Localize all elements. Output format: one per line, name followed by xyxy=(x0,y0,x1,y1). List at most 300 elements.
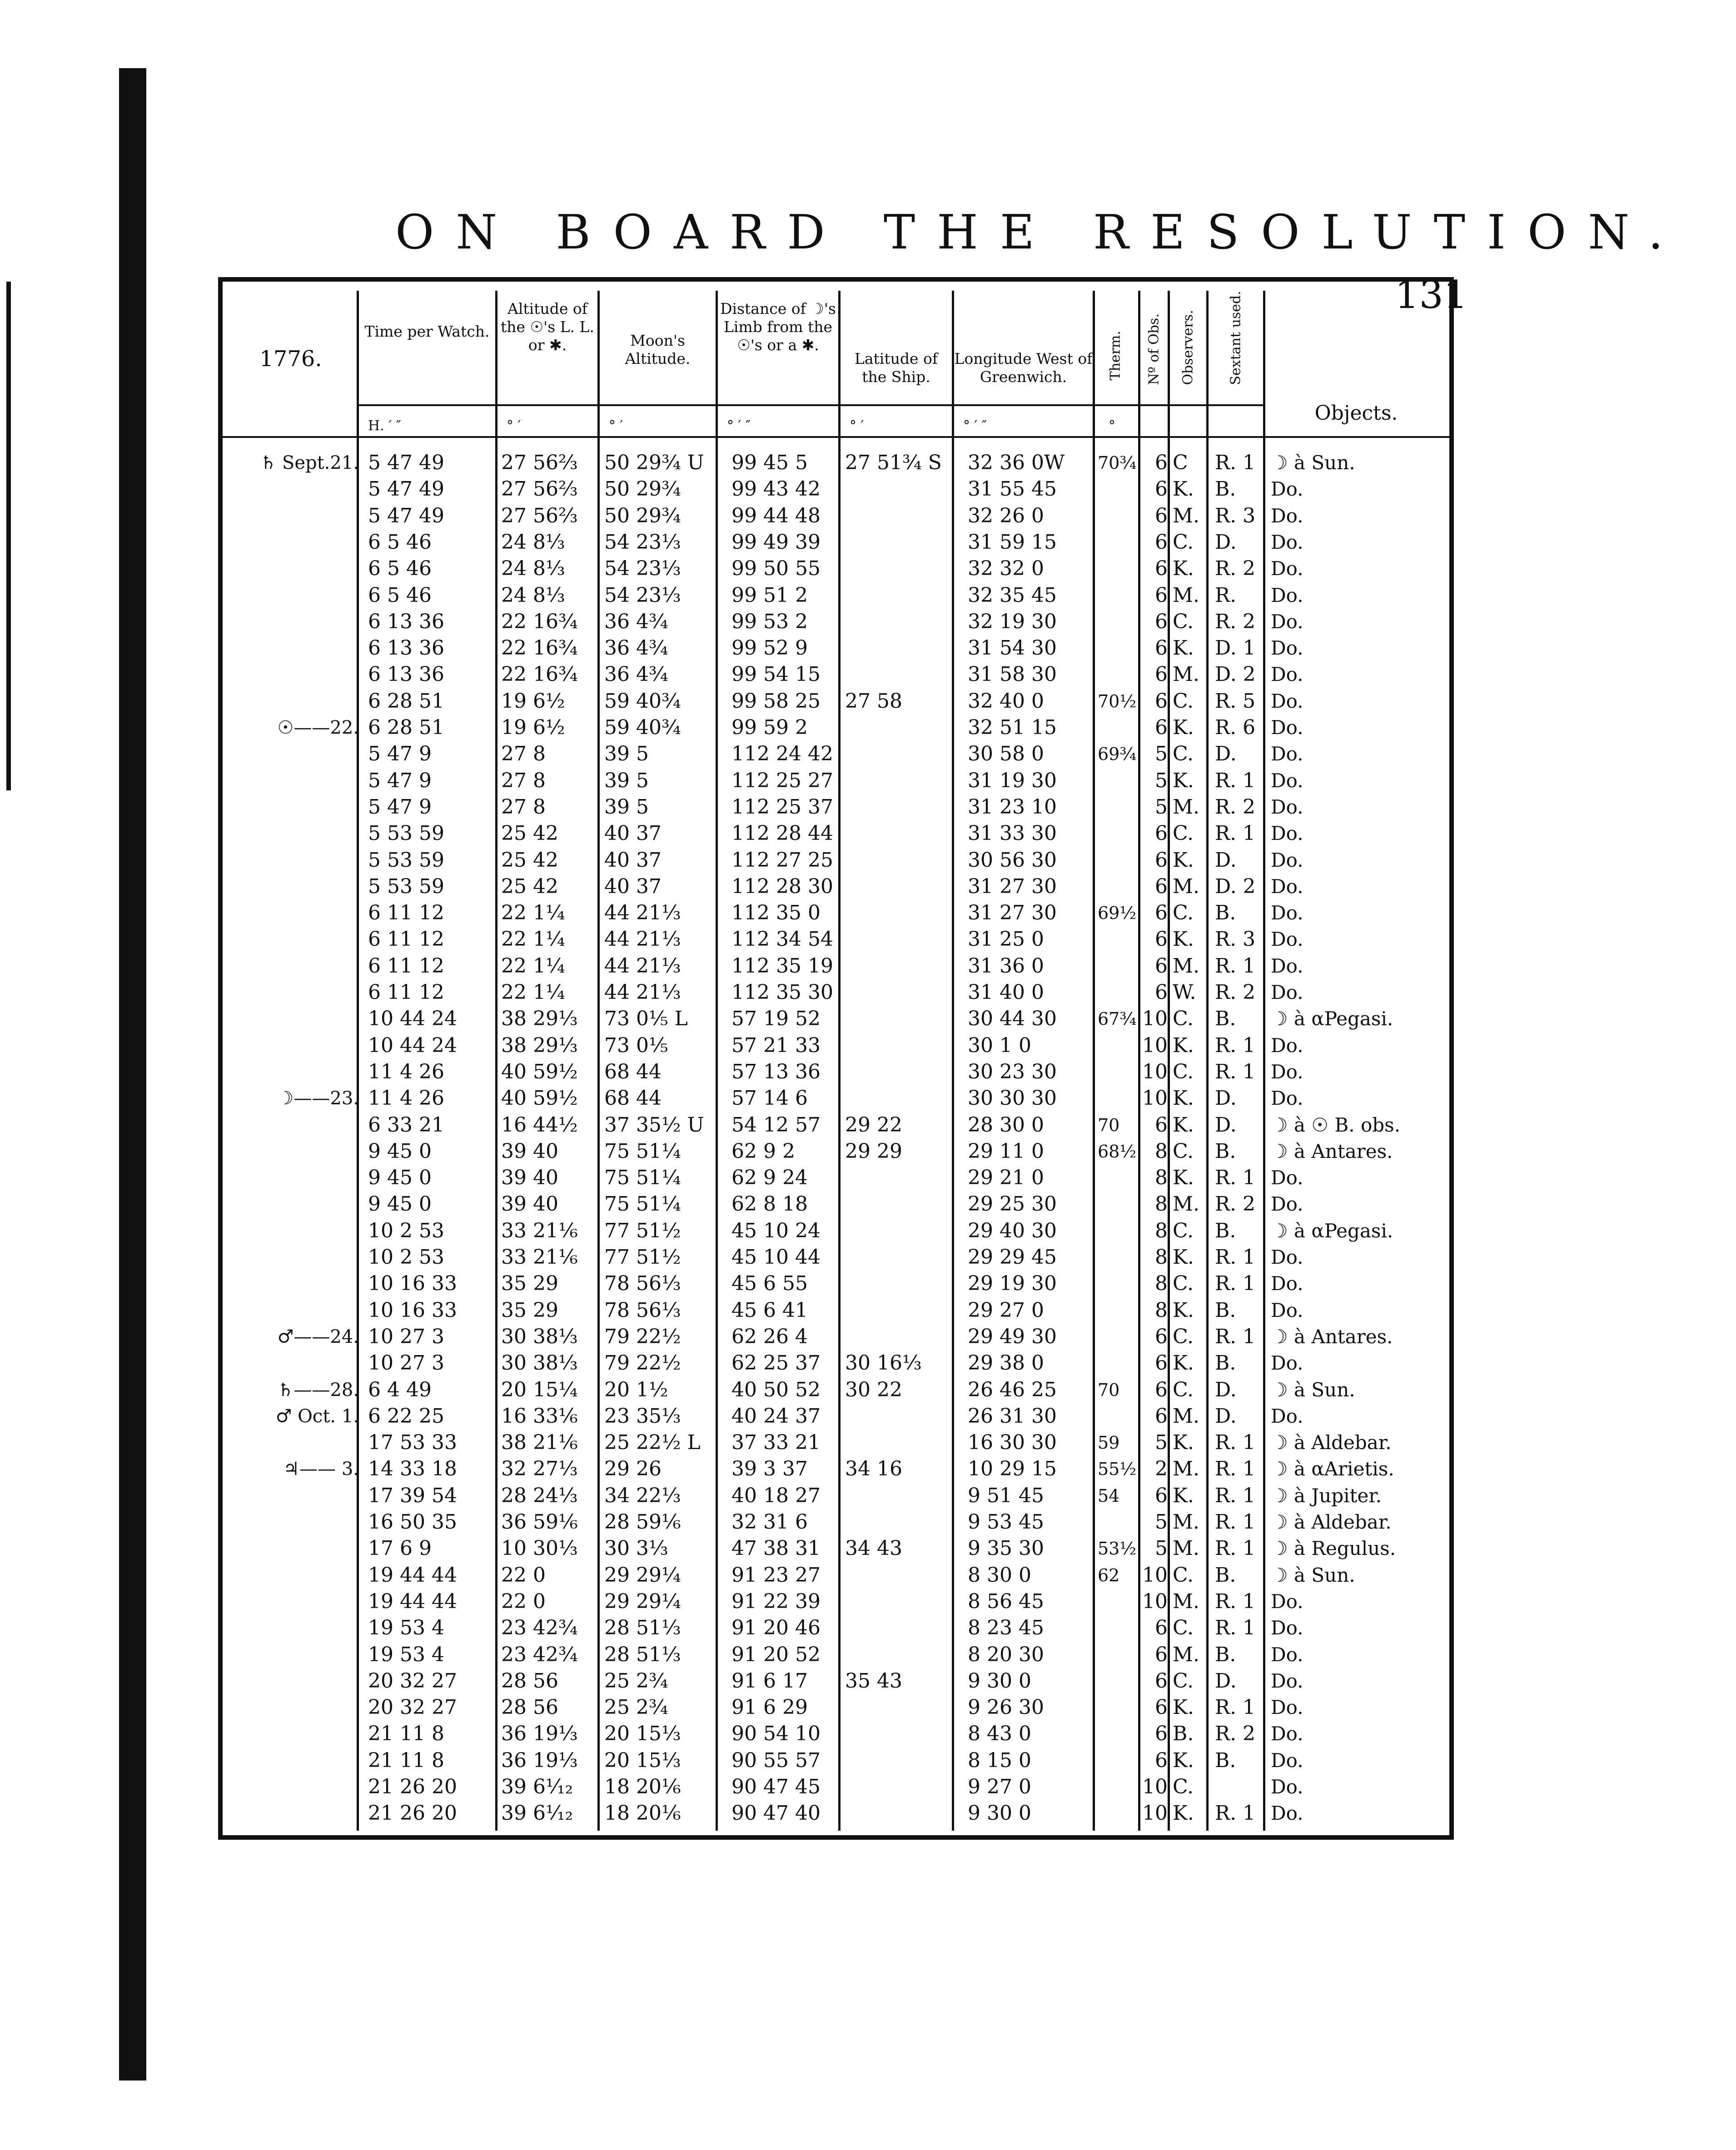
cell-obs-count: 6 xyxy=(1155,1643,1168,1666)
cell-obs-count: 6 xyxy=(1155,1378,1168,1401)
cell-obs-count: 8 xyxy=(1155,1139,1168,1163)
cell-moon-altitude: 39 5 xyxy=(604,795,649,819)
cell-sun-altitude: 33 21⅙ xyxy=(501,1219,578,1242)
cell-longitude: 31 27 30 xyxy=(968,874,1057,898)
cell-thermometer: 59 xyxy=(1098,1433,1120,1453)
cell-watch-time: 6 4 49 xyxy=(368,1378,432,1401)
cell-obs-count: 6 xyxy=(1155,636,1168,660)
cell-observer: K. xyxy=(1173,848,1194,872)
cell-object: Do. xyxy=(1271,1352,1303,1375)
cell-moon-altitude: 68 44 xyxy=(604,1087,662,1110)
cell-obs-count: 6 xyxy=(1155,1748,1168,1772)
cell-watch-time: 10 44 24 xyxy=(368,1033,457,1057)
cell-watch-time: 6 5 46 xyxy=(368,557,432,581)
cell-sextant: R. 2 xyxy=(1215,557,1256,581)
cell-sextant: R. 6 xyxy=(1215,716,1256,739)
cell-obs-count: 6 xyxy=(1155,954,1168,978)
header-latitude: Latitude of the Ship. xyxy=(854,350,938,386)
cell-object: Do. xyxy=(1271,584,1303,606)
cell-object: ☽ à αArietis. xyxy=(1271,1458,1394,1480)
cell-watch-time: 20 32 27 xyxy=(368,1696,457,1719)
cell-sun-altitude: 24 8⅓ xyxy=(501,583,565,607)
cell-longitude: 9 26 30 xyxy=(968,1696,1044,1719)
cell-sun-altitude: 28 56 xyxy=(501,1669,558,1693)
cell-object: Do. xyxy=(1271,981,1303,1003)
cell-object: ☽ à Antares. xyxy=(1271,1140,1393,1162)
cell-longitude: 30 23 30 xyxy=(968,1060,1057,1083)
header-obs-count: Nº of Obs. xyxy=(1146,313,1162,385)
cell-lunar-distance: 99 43 42 xyxy=(731,477,821,501)
cell-watch-time: 17 53 33 xyxy=(368,1431,457,1455)
cell-obs-count: 6 xyxy=(1155,716,1168,739)
unit-latitude: ° ′ xyxy=(850,418,864,434)
cell-object: Do. xyxy=(1271,716,1303,739)
cell-watch-time: 17 39 54 xyxy=(368,1484,457,1507)
cell-obs-count: 6 xyxy=(1155,1351,1168,1375)
cell-thermometer: 68½ xyxy=(1098,1141,1137,1162)
header-therm: Therm. xyxy=(1107,331,1124,381)
cell-observer: K. xyxy=(1173,636,1194,660)
cell-moon-altitude: 28 51⅓ xyxy=(604,1616,681,1640)
cell-sextant: R. xyxy=(1215,583,1237,607)
cell-thermometer: 55½ xyxy=(1098,1459,1137,1480)
cell-sextant: D. xyxy=(1215,1404,1237,1428)
cell-lunar-distance: 45 10 24 xyxy=(731,1219,821,1242)
cell-lunar-distance: 99 50 55 xyxy=(731,557,821,581)
cell-lunar-distance: 99 52 9 xyxy=(731,636,808,660)
table-row xyxy=(223,1748,1449,1774)
cell-sextant: R. 1 xyxy=(1215,1537,1256,1560)
cell-longitude: 29 11 0 xyxy=(968,1139,1044,1163)
cell-lunar-distance: 40 18 27 xyxy=(731,1484,821,1507)
cell-obs-count: 10 xyxy=(1142,1033,1168,1057)
cell-sextant: B. xyxy=(1215,1219,1236,1242)
cell-latitude: 30 16⅓ xyxy=(845,1351,922,1375)
cell-observer: C. xyxy=(1173,742,1194,766)
cell-moon-altitude: 25 2¾ xyxy=(604,1696,668,1719)
cell-sun-altitude: 22 16¾ xyxy=(501,610,578,633)
table-row xyxy=(223,1694,1449,1721)
cell-lunar-distance: 112 28 30 xyxy=(731,874,833,898)
header-moon-altitude: Moon's Altitude. xyxy=(625,332,691,367)
table-row xyxy=(223,556,1449,582)
cell-sextant: R. 1 xyxy=(1215,1272,1256,1296)
cell-object: Do. xyxy=(1271,1723,1303,1745)
cell-moon-altitude: 50 29¾ xyxy=(604,504,681,527)
cell-sun-altitude: 22 1¼ xyxy=(501,981,565,1004)
cell-moon-altitude: 23 35⅓ xyxy=(604,1404,681,1428)
cell-moon-altitude: 44 21⅓ xyxy=(604,981,681,1004)
cell-observer: M. xyxy=(1173,1192,1200,1216)
header-longitude: Longitude West of Greenwich. xyxy=(954,350,1093,386)
cell-lunar-distance: 37 33 21 xyxy=(731,1431,821,1455)
cell-date: ♃—— 3. xyxy=(283,1459,359,1480)
cell-sextant: R. 1 xyxy=(1215,954,1256,978)
cell-sextant: B. xyxy=(1215,1748,1236,1772)
cell-latitude: 35 43 xyxy=(845,1669,902,1693)
cell-sun-altitude: 24 8⅓ xyxy=(501,557,565,581)
cell-longitude: 30 30 30 xyxy=(968,1087,1057,1110)
cell-watch-time: 19 44 44 xyxy=(368,1589,457,1613)
cell-date: ♂——24. xyxy=(277,1326,359,1347)
cell-sun-altitude: 27 56⅔ xyxy=(501,451,578,474)
cell-lunar-distance: 112 35 30 xyxy=(731,981,833,1004)
cell-object: ☽ à αPegasi. xyxy=(1271,1219,1393,1242)
cell-date: ☉——22. xyxy=(277,717,359,738)
cell-object: Do. xyxy=(1271,1590,1303,1613)
cell-longitude: 8 30 0 xyxy=(968,1563,1031,1587)
cell-moon-altitude: 54 23⅓ xyxy=(604,557,681,581)
cell-sun-altitude: 22 1¼ xyxy=(501,901,565,925)
cell-sun-altitude: 40 59½ xyxy=(501,1060,578,1083)
cell-moon-altitude: 78 56⅓ xyxy=(604,1272,681,1296)
cell-sun-altitude: 20 15¼ xyxy=(501,1378,578,1401)
cell-observer: C. xyxy=(1173,1139,1194,1163)
cell-watch-time: 21 11 8 xyxy=(368,1748,444,1772)
table-row xyxy=(223,874,1449,900)
cell-obs-count: 10 xyxy=(1142,1007,1168,1031)
cell-lunar-distance: 112 28 44 xyxy=(731,822,833,845)
cell-observer: C. xyxy=(1173,901,1194,925)
cell-object: ☽ à Sun. xyxy=(1271,452,1355,474)
cell-obs-count: 5 xyxy=(1155,1431,1168,1455)
cell-obs-count: 5 xyxy=(1155,795,1168,819)
cell-observer: M. xyxy=(1173,1589,1200,1613)
cell-date: ♄ Sept.21. xyxy=(260,452,359,473)
cell-obs-count: 6 xyxy=(1155,874,1168,898)
cell-latitude: 29 29 xyxy=(845,1139,902,1163)
cell-sun-altitude: 35 29 xyxy=(501,1272,558,1296)
cell-watch-time: 10 27 3 xyxy=(368,1325,444,1348)
cell-moon-altitude: 36 4¾ xyxy=(604,636,668,660)
cell-lunar-distance: 47 38 31 xyxy=(731,1537,821,1560)
cell-watch-time: 10 27 3 xyxy=(368,1351,444,1375)
unit-sun: ° ′ xyxy=(507,418,521,434)
cell-moon-altitude: 36 4¾ xyxy=(604,663,668,686)
cell-watch-time: 5 47 9 xyxy=(368,769,432,792)
cell-watch-time: 20 32 27 xyxy=(368,1669,457,1693)
cell-longitude: 16 30 30 xyxy=(968,1431,1057,1455)
cell-obs-count: 5 xyxy=(1155,769,1168,792)
cell-object: ☽ à Antares. xyxy=(1271,1325,1393,1348)
cell-lunar-distance: 91 23 27 xyxy=(731,1563,821,1587)
table-row xyxy=(223,476,1449,502)
cell-date: ☽——23. xyxy=(277,1088,359,1109)
cell-longitude: 30 44 30 xyxy=(968,1007,1057,1031)
cell-moon-altitude: 75 51¼ xyxy=(604,1192,681,1216)
table-row xyxy=(223,847,1449,874)
cell-sun-altitude: 22 1¼ xyxy=(501,928,565,951)
table-row xyxy=(223,900,1449,926)
cell-moon-altitude: 25 22½ L xyxy=(604,1431,701,1455)
cell-lunar-distance: 91 20 46 xyxy=(731,1616,821,1640)
cell-latitude: 34 16 xyxy=(845,1457,902,1481)
cell-longitude: 31 19 30 xyxy=(968,769,1057,792)
table-row xyxy=(223,794,1449,820)
cell-object: Do. xyxy=(1271,795,1303,818)
cell-observer: K. xyxy=(1173,1113,1194,1137)
header-year: 1776. xyxy=(259,346,322,372)
cell-sun-altitude: 40 59½ xyxy=(501,1087,578,1110)
cell-obs-count: 6 xyxy=(1155,689,1168,713)
cell-watch-time: 5 47 49 xyxy=(368,504,444,527)
cell-sun-altitude: 25 42 xyxy=(501,848,558,872)
cell-lunar-distance: 99 44 48 xyxy=(731,504,821,527)
cell-object: ☽ à ☉ B. obs. xyxy=(1271,1113,1401,1136)
cell-observer: K. xyxy=(1173,1802,1194,1825)
cell-longitude: 31 58 30 xyxy=(968,663,1057,686)
cell-observer: K. xyxy=(1173,1351,1194,1375)
table-row xyxy=(223,609,1449,635)
cell-sun-altitude: 23 42¾ xyxy=(501,1643,578,1666)
cell-moon-altitude: 44 21⅓ xyxy=(604,928,681,951)
cell-observer: C. xyxy=(1173,1325,1194,1348)
cell-obs-count: 6 xyxy=(1155,1325,1168,1348)
cell-observer: M. xyxy=(1173,1404,1200,1428)
cell-object: Do. xyxy=(1271,478,1303,501)
cell-sextant: B. xyxy=(1215,1139,1236,1163)
table-row xyxy=(223,582,1449,609)
cell-longitude: 29 19 30 xyxy=(968,1272,1057,1296)
cell-observer: M. xyxy=(1173,1457,1200,1481)
cell-sun-altitude: 25 42 xyxy=(501,874,558,898)
cell-observer: M. xyxy=(1173,504,1200,527)
table-row xyxy=(223,715,1449,741)
cell-object: Do. xyxy=(1271,954,1303,977)
cell-observer: K. xyxy=(1173,557,1194,581)
cell-moon-altitude: 73 0⅕ xyxy=(604,1033,668,1057)
cell-thermometer: 53½ xyxy=(1098,1539,1137,1559)
cell-thermometer: 70 xyxy=(1098,1115,1120,1135)
cell-sun-altitude: 24 8⅓ xyxy=(501,530,565,554)
cell-sun-altitude: 39 6⅟₁₂ xyxy=(501,1775,573,1798)
cell-obs-count: 5 xyxy=(1155,1537,1168,1560)
table-row xyxy=(223,1191,1449,1217)
cell-longitude: 32 51 15 xyxy=(968,716,1057,739)
cell-longitude: 8 56 45 xyxy=(968,1589,1044,1613)
cell-obs-count: 10 xyxy=(1142,1060,1168,1083)
cell-sextant: R. 1 xyxy=(1215,1060,1256,1083)
unit-longitude: ° ′ ″ xyxy=(963,418,987,434)
cell-sun-altitude: 30 38⅓ xyxy=(501,1325,578,1348)
cell-object: Do. xyxy=(1271,1617,1303,1639)
cell-obs-count: 6 xyxy=(1155,1722,1168,1746)
cell-sextant: R. 2 xyxy=(1215,1192,1256,1216)
cell-observer: K. xyxy=(1173,769,1194,792)
table-row xyxy=(223,1297,1449,1324)
cell-latitude: 27 58 xyxy=(845,689,902,713)
cell-sun-altitude: 16 33⅙ xyxy=(501,1404,578,1428)
cell-obs-count: 2 xyxy=(1155,1457,1168,1481)
cell-watch-time: 5 53 59 xyxy=(368,822,444,845)
cell-observer: W. xyxy=(1173,981,1196,1004)
table-row xyxy=(223,1085,1449,1112)
cell-observer: M. xyxy=(1173,583,1200,607)
cell-lunar-distance: 45 6 41 xyxy=(731,1298,808,1322)
cell-observer: K. xyxy=(1173,1484,1194,1507)
cell-lunar-distance: 40 50 52 xyxy=(731,1378,821,1401)
cell-sextant: D. xyxy=(1215,742,1237,766)
table-row xyxy=(223,1403,1449,1430)
table-row xyxy=(223,1774,1449,1800)
table-row xyxy=(223,953,1449,979)
cell-sun-altitude: 30 38⅓ xyxy=(501,1351,578,1375)
cell-sun-altitude: 28 56 xyxy=(501,1696,558,1719)
cell-obs-count: 6 xyxy=(1155,1404,1168,1428)
cell-object: Do. xyxy=(1271,557,1303,580)
cell-sextant: R. 1 xyxy=(1215,1510,1256,1534)
cell-watch-time: 11 4 26 xyxy=(368,1087,444,1110)
cell-sun-altitude: 22 16¾ xyxy=(501,636,578,660)
table-row xyxy=(223,1615,1449,1641)
cell-date: ♄——28. xyxy=(277,1379,359,1400)
scan-edge-left xyxy=(119,68,146,2080)
cell-lunar-distance: 57 19 52 xyxy=(731,1007,821,1031)
cell-moon-altitude: 79 22½ xyxy=(604,1351,681,1375)
observation-table xyxy=(218,277,1454,1840)
cell-lunar-distance: 57 14 6 xyxy=(731,1087,808,1110)
cell-sun-altitude: 22 0 xyxy=(501,1589,546,1613)
cell-lunar-distance: 90 47 40 xyxy=(731,1802,821,1825)
cell-lunar-distance: 39 3 37 xyxy=(731,1457,808,1481)
cell-sextant: R. 1 xyxy=(1215,822,1256,845)
cell-sun-altitude: 19 6½ xyxy=(501,716,565,739)
cell-moon-altitude: 68 44 xyxy=(604,1060,662,1083)
cell-watch-time: 11 4 26 xyxy=(368,1060,444,1083)
table-row xyxy=(223,1721,1449,1747)
cell-sextant: R. 1 xyxy=(1215,769,1256,792)
cell-moon-altitude: 30 3⅓ xyxy=(604,1537,668,1560)
cell-watch-time: 10 16 33 xyxy=(368,1298,457,1322)
cell-obs-count: 6 xyxy=(1155,981,1168,1004)
cell-object: Do. xyxy=(1271,1643,1303,1666)
cell-obs-count: 6 xyxy=(1155,557,1168,581)
cell-watch-time: 6 28 51 xyxy=(368,689,444,713)
cell-sun-altitude: 39 40 xyxy=(501,1192,558,1216)
cell-object: Do. xyxy=(1271,1272,1303,1295)
cell-lunar-distance: 90 55 57 xyxy=(731,1748,821,1772)
cell-longitude: 31 27 30 xyxy=(968,901,1057,925)
cell-obs-count: 10 xyxy=(1142,1775,1168,1798)
table-row xyxy=(223,1535,1449,1562)
cell-watch-time: 5 47 9 xyxy=(368,795,432,819)
table-row xyxy=(223,820,1449,847)
cell-lunar-distance: 112 24 42 xyxy=(731,742,833,766)
cell-observer: K. xyxy=(1173,1696,1194,1719)
table-row xyxy=(223,1430,1449,1456)
cell-date: ♂ Oct. 1. xyxy=(275,1405,359,1427)
cell-moon-altitude: 29 29¼ xyxy=(604,1589,681,1613)
cell-obs-count: 6 xyxy=(1155,822,1168,845)
cell-observer: C. xyxy=(1173,610,1194,633)
cell-moon-altitude: 54 23⅓ xyxy=(604,583,681,607)
page-title: ON BOARD THE RESOLUTION. xyxy=(395,204,1685,260)
cell-watch-time: 19 53 4 xyxy=(368,1643,444,1666)
cell-obs-count: 8 xyxy=(1155,1166,1168,1190)
cell-lunar-distance: 32 31 6 xyxy=(731,1510,808,1534)
cell-longitude: 29 38 0 xyxy=(968,1351,1044,1375)
cell-observer: K. xyxy=(1173,1033,1194,1057)
cell-longitude: 9 30 0 xyxy=(968,1802,1031,1825)
cell-sextant: R. 2 xyxy=(1215,1722,1256,1746)
cell-obs-count: 6 xyxy=(1155,901,1168,925)
cell-observer: K. xyxy=(1173,1748,1194,1772)
cell-lunar-distance: 45 6 55 xyxy=(731,1272,808,1296)
cell-observer: C. xyxy=(1173,1060,1194,1083)
cell-lunar-distance: 90 54 10 xyxy=(731,1722,821,1746)
cell-moon-altitude: 20 15⅓ xyxy=(604,1748,681,1772)
cell-obs-count: 10 xyxy=(1142,1802,1168,1825)
cell-lunar-distance: 112 25 27 xyxy=(731,769,833,792)
cell-object: Do. xyxy=(1271,1193,1303,1216)
cell-object: Do. xyxy=(1271,1087,1303,1110)
table-row xyxy=(223,979,1449,1006)
cell-obs-count: 8 xyxy=(1155,1246,1168,1269)
cell-watch-time: 10 2 53 xyxy=(368,1246,444,1269)
cell-longitude: 31 40 0 xyxy=(968,981,1044,1004)
cell-lunar-distance: 62 9 24 xyxy=(731,1166,808,1190)
cell-sextant: B. xyxy=(1215,1351,1236,1375)
cell-sun-altitude: 38 29⅓ xyxy=(501,1007,578,1031)
cell-object: Do. xyxy=(1271,1669,1303,1692)
cell-lunar-distance: 112 35 19 xyxy=(731,954,833,978)
cell-obs-count: 6 xyxy=(1155,1616,1168,1640)
table-row xyxy=(223,635,1449,661)
header-distance: Distance of ☽'s Limb from the ☉'s or a ✱. xyxy=(720,300,836,354)
cell-sextant: D. xyxy=(1215,1113,1237,1137)
cell-moon-altitude: 29 29¼ xyxy=(604,1563,681,1587)
cell-thermometer: 67¾ xyxy=(1098,1009,1137,1029)
cell-thermometer: 54 xyxy=(1098,1485,1120,1506)
cell-lunar-distance: 99 58 25 xyxy=(731,689,821,713)
cell-sun-altitude: 39 6⅟₁₂ xyxy=(501,1802,573,1825)
cell-lunar-distance: 45 10 44 xyxy=(731,1246,821,1269)
cell-sextant: R. 1 xyxy=(1215,451,1256,474)
cell-observer: K. xyxy=(1173,1246,1194,1269)
cell-object: Do. xyxy=(1271,1299,1303,1321)
cell-watch-time: 21 26 20 xyxy=(368,1775,457,1798)
cell-sun-altitude: 36 19⅓ xyxy=(501,1722,578,1746)
table-row xyxy=(223,1509,1449,1535)
cell-lunar-distance: 40 24 37 xyxy=(731,1404,821,1428)
cell-sun-altitude: 39 40 xyxy=(501,1139,558,1163)
cell-sun-altitude: 27 56⅔ xyxy=(501,477,578,501)
cell-sun-altitude: 25 42 xyxy=(501,822,558,845)
cell-object: ☽ à Jupiter. xyxy=(1271,1484,1382,1507)
cell-observer: B. xyxy=(1173,1722,1194,1746)
cell-observer: C xyxy=(1173,451,1188,474)
cell-lunar-distance: 99 54 15 xyxy=(731,663,821,686)
table-row xyxy=(223,926,1449,953)
cell-sextant: B. xyxy=(1215,1007,1236,1031)
table-row xyxy=(223,1589,1449,1615)
cell-sun-altitude: 39 40 xyxy=(501,1166,558,1190)
cell-sun-altitude: 19 6½ xyxy=(501,689,565,713)
table-row xyxy=(223,450,1449,476)
cell-watch-time: 5 53 59 xyxy=(368,848,444,872)
cell-observer: K. xyxy=(1173,716,1194,739)
cell-object: Do. xyxy=(1271,902,1303,924)
cell-object: Do. xyxy=(1271,1246,1303,1268)
table-row xyxy=(223,1377,1449,1403)
cell-thermometer: 69½ xyxy=(1098,903,1137,924)
cell-longitude: 26 46 25 xyxy=(968,1378,1057,1401)
cell-obs-count: 6 xyxy=(1155,451,1168,474)
cell-lunar-distance: 62 9 2 xyxy=(731,1139,795,1163)
cell-object: ☽ à Regulus. xyxy=(1271,1537,1396,1560)
cell-observer: M. xyxy=(1173,1643,1200,1666)
cell-longitude: 31 25 0 xyxy=(968,928,1044,951)
